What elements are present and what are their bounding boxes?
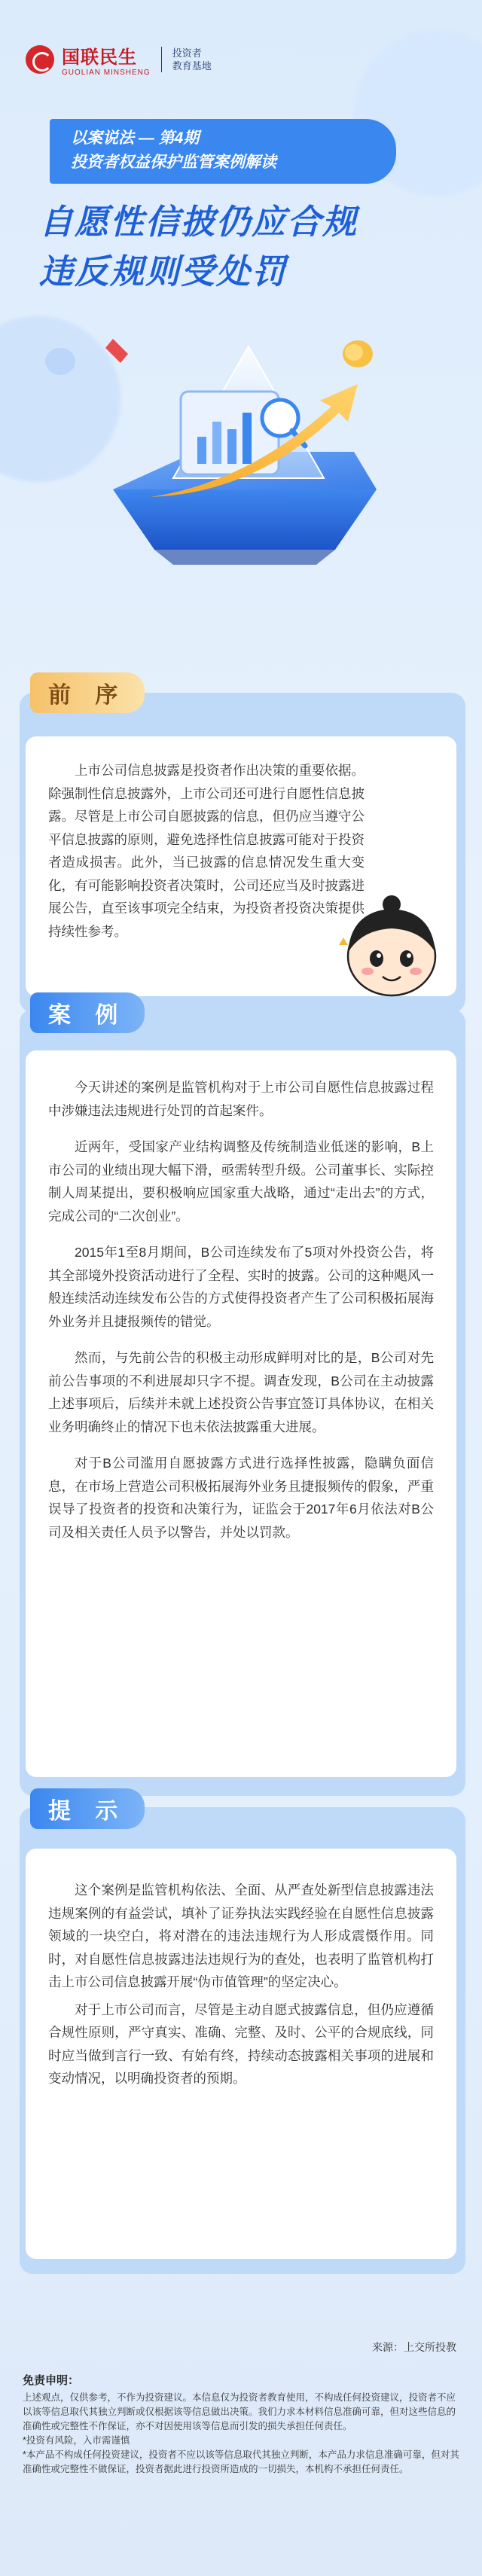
- tips-card: [26, 1849, 456, 2259]
- disclaimer-line: *投资有风险，入市需谨慎: [23, 2435, 130, 2446]
- logo-english: GUOLIAN MINSHENG: [62, 69, 151, 77]
- case-paragraph: 近两年，受国家产业结构调整及传统制造业低迷的影响，B上市公司的业绩出现大幅下滑，亟需转型升级。公司董事长、实际控制人周某提出，要积极响应国家重大战略，通过“走出去”的方式，完成公司的“二次创业”。: [48, 1139, 434, 1224]
- section-tab-tips: 提 示: [30, 1788, 145, 1829]
- page-title-line-2: 违反规则受处罚: [39, 252, 288, 291]
- logo-subtitle-2: 教育基地: [172, 60, 212, 72]
- case-paragraph: 然而，与先前公告的积极主动形成鲜明对比的是，B公司对先前公告事项的不利进展却只字不提。调查发现，B公司在主动披露上述事项后，后续并未就上述投资公告事宜签订具体协议，在相关业务明确终止的情况下也未依法披露重大进展。: [48, 1350, 434, 1434]
- case-card: [26, 1050, 456, 1777]
- ribbon-subject: 投资者权益保护监管案例解读: [71, 154, 276, 171]
- mascot-character: [331, 892, 452, 1005]
- logo-name: 国联民生: [62, 47, 137, 68]
- case-paragraph: 2015年1至8月期间，B公司连续发布了5项对外投资公告，将其全部境外投资活动进行了全程、实时的披露。公司的这种飓风一般连续活动连续发布公告的方式使得投资者产生了公司积极拓展海外业务并且捷报频传的错觉。: [48, 1245, 434, 1329]
- disclaimer-title: 免责申明：: [23, 2374, 80, 2387]
- disclaimer-line: 上述观点，仅供参考，不作为投资建议。本信息仅为投资者教育使用，不构成任何投资建议，投资者不应以该等信息取代其独立判断或仅根据该等信息做出决策。我们力求本材料信息准确可靠，但对这些信息的准确性或完整性不作保证，亦不对因使用该等信息而引发的损失承担任何责任。: [23, 2392, 456, 2431]
- section-tab-preface: 前 序: [30, 672, 145, 713]
- case-paragraph: 今天讲述的案例是监管机构对于上市公司自愿性信息披露过程中涉嫌违法违规进行处罚的首起案件。: [48, 1080, 434, 1118]
- header-banner: [0, 0, 482, 723]
- issue-ribbon: [50, 119, 396, 184]
- source-credit: 来源：上交所投教: [372, 2341, 456, 2353]
- logo-subtitle-1: 投资者: [172, 47, 202, 59]
- section-tab-case: 案 例: [30, 992, 145, 1033]
- disclaimer-line: *本产品不构成任何投资建议，投资者不应以该等信息取代其独立判断，本产品力求信息准确可靠，但对其准确性或完整性不做保证，投资者据此进行投资所造成的一切损失，本机构不承担任何责任。: [23, 2449, 459, 2474]
- tips-paragraph: 对于上市公司而言，尽管是主动自愿式披露信息，但仍应遵循合规性原则，严守真实、准确、完整、及时、公平的合规底线，同时应当做到言行一致、有始有终，持续动态披露相关事项的进展和变动情况，以明确投资者的预期。: [48, 2001, 434, 2086]
- tips-paragraph: 这个案例是监管机构依法、全面、从严查处新型信息披露违法违规案例的有益尝试，填补了证券执法实践经验在自愿性信息披露领域的一块空白，将对潜在的违法违规行为人形成震慑作用。同时，对自愿性信息披露违法违规行为的查处，也表明了监管机构打击上市公司信息披露开展“伪市值管理”的坚定决心。: [48, 1882, 434, 1989]
- disclaimer: [23, 2372, 462, 2477]
- logo-divider: [161, 47, 162, 72]
- illustration-chart-pedestal: [0, 316, 482, 572]
- ribbon-issue: 以案说法 — 第4期: [71, 130, 200, 147]
- brand-logo: [26, 42, 212, 77]
- page-title-line-1: 自愿性信披仍应合规: [39, 203, 358, 241]
- preface-paragraph: 上市公司信息披露是投资者作出决策的重要依据。除强制性信息披露外，上市公司还可进行自愿性信息披露。尽管是上市公司自愿披露的信息，但仍应当遵守公平信息披露的原则，避免选择性信息披露可能对于投资者造成损害。此外，当已披露的信息情况发生重大变化，有可能影响投资者决策时，公司还应当及时披露进展公告，直至该事项完全结束，为投资者投资决策提供持续性参考。: [48, 763, 365, 939]
- logo-icon: [26, 45, 54, 74]
- case-paragraph: 对于B公司滥用自愿披露方式进行选择性披露，隐瞒负面信息，在市场上营造公司积极拓展海外业务且捷报频传的假象，严重误导了投资者的投资和决策行为，证监会于2017年6月依法对B公司及相关责任人员予以警告，并处以罚款。: [48, 1456, 434, 1540]
- page-title: [39, 197, 461, 297]
